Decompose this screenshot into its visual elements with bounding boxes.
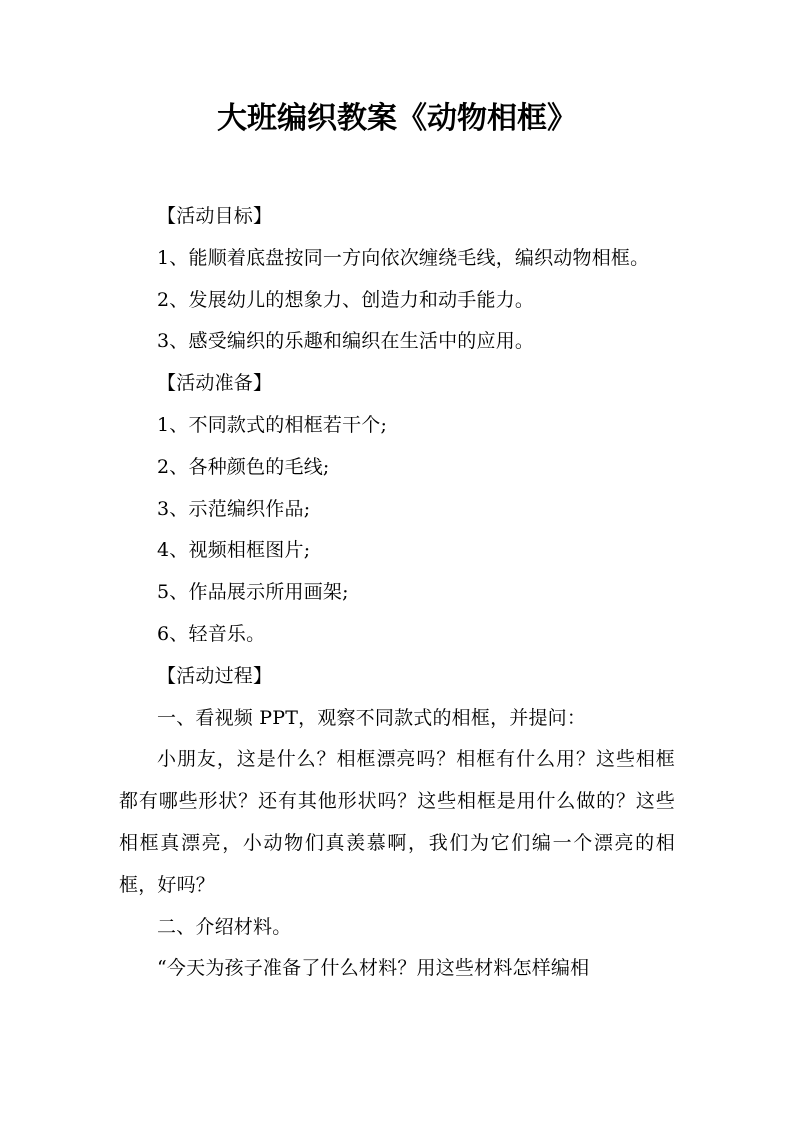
paragraph: 3、示范编织作品;	[157, 497, 311, 520]
paragraph: 1、不同款式的相框若干个;	[157, 413, 388, 436]
paragraph: 6、轻音乐。	[157, 622, 266, 645]
document-title: 大班编织教案《动物相框》	[217, 101, 577, 136]
document-body	[119, 196, 675, 990]
paragraph: 2、发展幼儿的想象力、创造力和动手能力。	[157, 288, 535, 311]
paragraph: 二、介绍材料。	[157, 915, 292, 938]
section-heading-preparation: 【活动准备】	[157, 372, 273, 395]
paragraph: 3、感受编织的乐趣和编织在生活中的应用。	[157, 330, 535, 353]
paragraph: 4、视频相框图片;	[157, 539, 311, 562]
paragraph: “今天为孩子准备了什么材料？用这些材料怎样编相	[157, 957, 590, 980]
paragraph: 2、各种颜色的毛线;	[157, 455, 330, 478]
paragraph: 1、能顺着底盘按同一方向依次缠绕毛线，编织动物相框。	[157, 246, 650, 269]
section-heading-goals: 【活动目标】	[157, 205, 273, 227]
paragraph: 一、看视频 PPT，观察不同款式的相框，并提问：	[157, 706, 587, 729]
section-heading-process: 【活动过程】	[157, 664, 273, 687]
paragraph: 5、作品展示所用画架;	[157, 581, 349, 604]
paragraph: 小朋友，这是什么？相框漂亮吗？相框有什么用？这些相框都有哪些形状？还有其他形状吗？这些相框是用什么做的？这些相框真漂亮，小动物们真羡慕啊，我们为它们编一个漂亮的相框，好吗？	[119, 748, 675, 896]
